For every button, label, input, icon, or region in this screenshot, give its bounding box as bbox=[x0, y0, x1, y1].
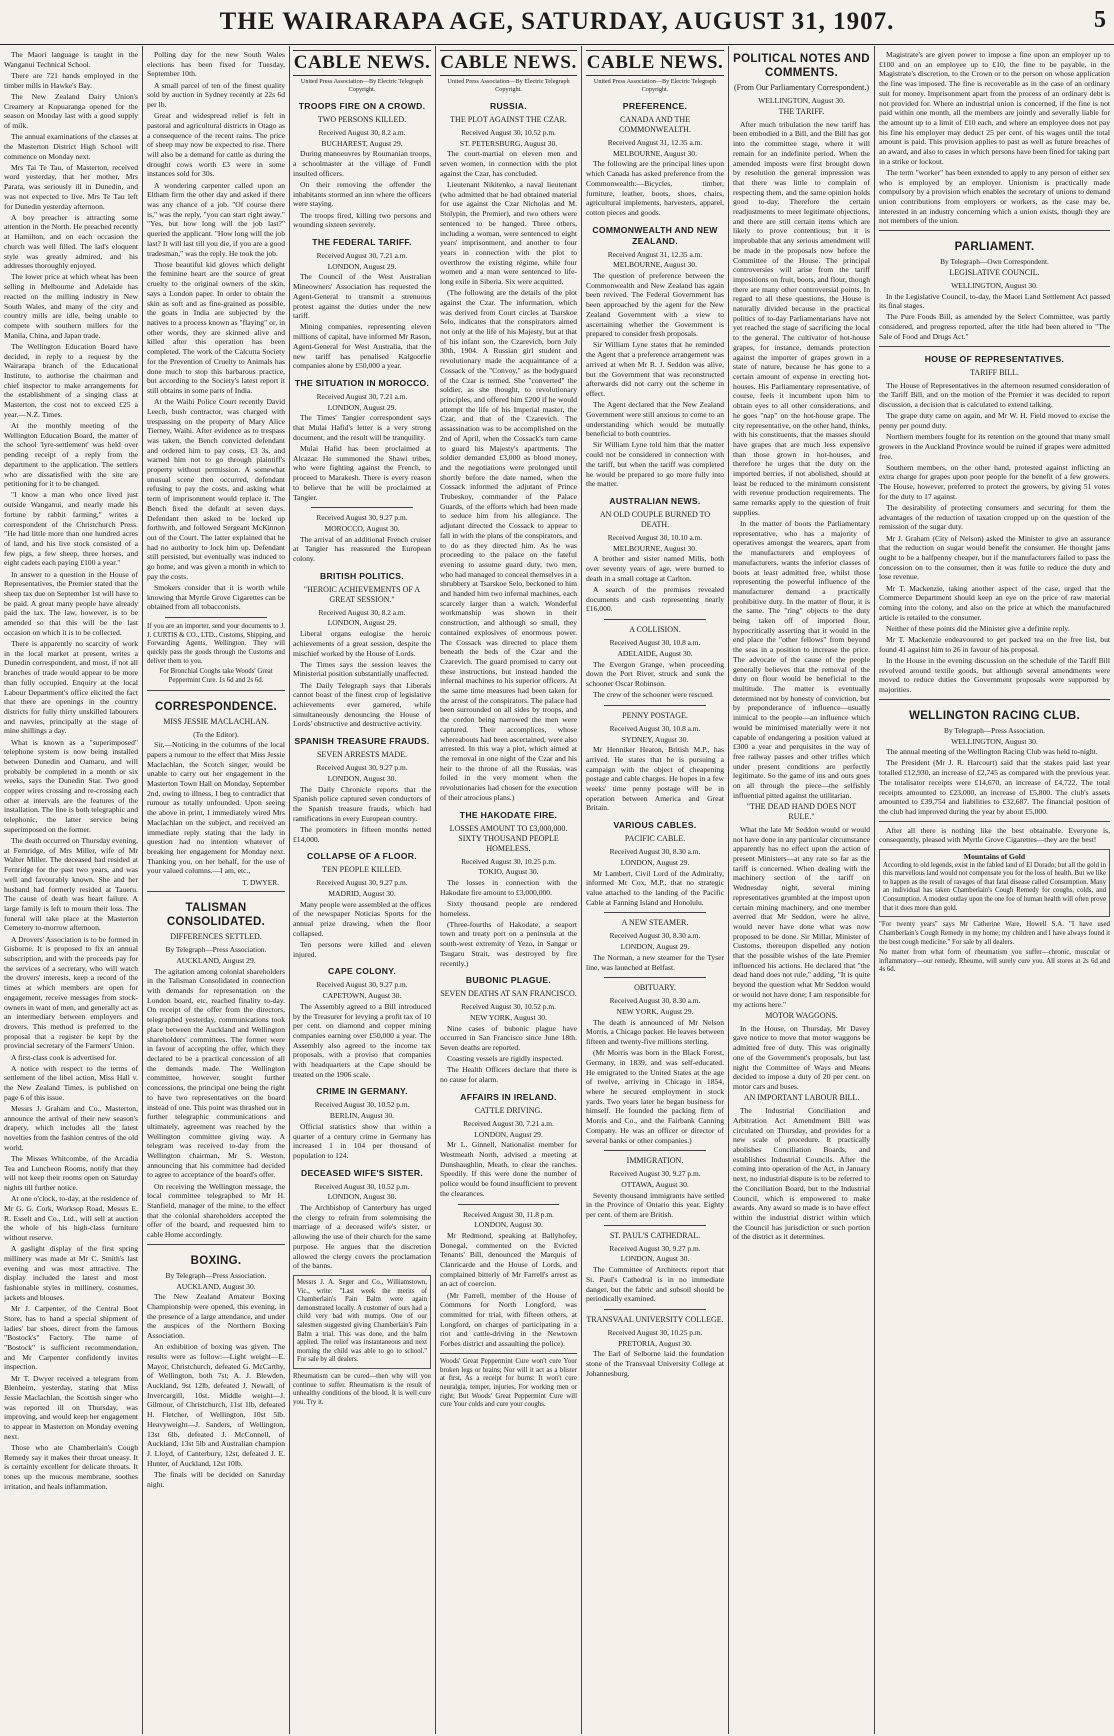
cough-testimonial: "For twenty years" says Mr Catherine Ware, Howell S.A. "I have used Chamberlain's Cough Remedy in my home; my children and I have always found it the best cough medicine." For sale by all dealers. bbox=[879, 921, 1110, 946]
story-subheading: PACIFIC CABLE. bbox=[624, 834, 686, 844]
cable-news-title: CABLE NEWS. bbox=[293, 50, 431, 76]
divider bbox=[879, 821, 1110, 822]
divider bbox=[311, 507, 413, 508]
received-time: Received August 31, 12.35 a.m. bbox=[607, 249, 703, 259]
story-heading: CAPE COLONY. bbox=[327, 966, 397, 977]
divider bbox=[604, 912, 706, 913]
story-subheading: IMMIGRATION. bbox=[626, 1156, 684, 1166]
paragraph: The death occurred on Thursday evening, at Fernridge, of Mrs Miller, wife of Mr Walter Miller. The deceased had resided at Fernridge for the past two years, and was well and favourably known. She and her husband had formerly resided at Taueru. The cause of death was heart failure. A large family is left to mourn their loss. The funeral will take place at the Masterton Cemetery to-morrow afternoon. bbox=[4, 836, 138, 933]
divider bbox=[458, 1204, 559, 1205]
received-time: Received August 30, 11.8 p.m. bbox=[463, 1209, 554, 1219]
story-dateline: TOKIO, August 30. bbox=[478, 867, 539, 877]
paragraph: (The following are the details of the plot against the Czar. The information, which was derived from Court circles at Tsarskoe Selo, indicates that the conspirators aimed not only at the life of his Majesty, but at that of his infant son, the Czarevich, born July 30th, 1904. A Russian girl student and revolutionary made the acquaintance of a Cossack of the "Convoy," as the bodyguard of the Czar is termed. She "converted" the soldier, as she thought, to revolutionary principles, and offered him £200 if he would attempt the life of his Imperial master, the Czar, and that of the Czarevich. The assassination was to be accomplished on the 2nd of April, when the Cossack's turn came to guard his Majesty's apartments. The soldier demanded £3,000 as blood money, and the negotiations were prolonged until shortly before the date named, when the Cossack informed the adjutant of Prince Trubeskoy, commander of the Palace Guards, of the efforts which had been made to seduce him from his allegiance. The adjutant directed the Cossack to appear to fall in with the plans of the conspirators, and to do as they directed him. As he was proceeding to the palace on the fateful evening to assume guard duty, two men, who had managed to conceal themselves in a shrubbery at Tsarskoe Selo, beckoned to him and handed him two infernal machines, each scarcely larger than a watch. Wonderful workmanship was shown in their construction, and although so small, they contained explosives of enormous power. The Cossack was directed to place them beneath the beds of the Czar and the Czarevich. The guard promised to carry out these instructions, but instead handed the infernal machines to his superior officers. At the same time measures had been taken for the arrest of the conspirators. The palace had been surrounded on all sides by troops, and the cordon being narrowed the men were captured. Their accomplices, whose whereabouts had been ascertained, were also arrested. In this way a plot, which aimed at the removal in one night of the Czar and his heir to the throne of all the Russias, was foiled in the very moment when the revolutionaries had chosen for the execution of their atrocious plans.) bbox=[440, 288, 577, 802]
received-time: Received August 30, 8.30 a.m. bbox=[609, 931, 701, 941]
story-dateline: LONDON, August 30. bbox=[620, 1254, 690, 1264]
story-heading: THE FEDERAL TARIFF. bbox=[312, 237, 412, 248]
dead-hand-body bbox=[733, 825, 870, 1009]
paragraph: Mr T. Dwyer received a telegram from Blenheim, yesterday, stating that Miss Jessie Maclachlan, the Scottish singer who was reported ill on Thursday, was improving, and would keep her engagement to appear in Masterton on Monday evening next. bbox=[4, 1373, 138, 1441]
story-heading: COMMONWEALTH AND NEW ZEALAND. bbox=[592, 224, 718, 246]
paragraph: There are 721 hands employed in the timber mills in Hawke's Bay. bbox=[4, 70, 138, 90]
paragraph: The arrival of an additional French cruiser at Tangier has reassured the European colony. bbox=[293, 534, 431, 564]
story-dateline: MELBOURNE, August 30. bbox=[613, 148, 697, 158]
column-2 bbox=[147, 50, 285, 1734]
paragraph: Mulai Hafid has been proclaimed at Alcazar. He summoned the Shawi tribes, who were fighting against the French, to proceed to Marakesh. There is every reason to believe that he will be proclaimed at Tangier. bbox=[293, 443, 431, 502]
correspondence-subheading: MISS JESSIE MACLACHLAN. bbox=[163, 716, 269, 726]
story-subheading: TEN PEOPLE KILLED. bbox=[322, 865, 402, 875]
paragraph: Messrs J. Graham and Co., Masterton, announce the arrival of their new season's drapery, which includes all the latest novelties from the fashion centres of the old world. bbox=[4, 1104, 138, 1152]
story-dateline: MOROCCO, August 30. bbox=[324, 523, 400, 533]
signature: T. DWYER. bbox=[242, 877, 279, 887]
dead-hand-subheading: "THE DEAD HAND DOES NOT RULE." bbox=[746, 801, 857, 821]
paragraph: The Norman, a new steamer for the Tyser line, was launched at Belfast. bbox=[586, 952, 724, 972]
story-heading: COLLAPSE OF A FLOOR. bbox=[307, 851, 417, 862]
story-dateline: BUCHAREST, August 29. bbox=[321, 138, 403, 148]
story-heading: THE SITUATION IN MOROCCO. bbox=[294, 377, 430, 388]
received-time: Received August 31, 12.35 a.m. bbox=[607, 138, 703, 147]
paragraph: Southern members, on the other hand, protested against inflicting an extra charge for grapes upon poor people for the benefit of a few growers. The House, however, preferred to protect the growers, by giving 51 votes for the duty to 17 against. bbox=[879, 462, 1110, 501]
paragraph: The following are the principal lines upon which Canada has asked preference from the Commonwealth:—Bicycles, timber, furniture, leather, boots, shoes, chairs, agricultural implements, harvesters, apparel, cotton pieces and goods. bbox=[586, 159, 724, 217]
paragraph: The Daily Telegraph says that Liberals cannot boast of the finest crop of legislative achievements ever garnered, while simultaneously denouncing the House of Lords' obstructive and destructive activity. bbox=[293, 680, 431, 729]
cable-news-title: CABLE NEWS. bbox=[586, 50, 724, 76]
cable-news-credit: United Press Association—By Electric Telegraph Copyright. bbox=[300, 78, 424, 93]
page-number: 5 bbox=[1094, 7, 1106, 33]
peppermint-verse: Woods' Great Peppermint Cure won't cure Your broken legs or brains; Nor will it act as a blister at first, As a receipt for burns: It won't cure neuralgia, temper, injuries, For working men or right; But Woods' Great Peppermint Cure will cure Your colds and cure your coughs. bbox=[440, 1357, 577, 1409]
paragraph: A first-class cook is advertised for. bbox=[11, 1052, 117, 1062]
story-dateline: ST. PETERSBURG, August 30. bbox=[459, 138, 558, 148]
paragraph: The Agent declared that the New Zealand Government were still anxious to come to an understanding which would be mutually beneficial to both countries. bbox=[586, 400, 724, 439]
paragraph: The crew of the schooner were rescued. bbox=[593, 690, 714, 700]
paragraph: A boy preacher is attracting some attention in the North. He preached recently at Hamilton, and on each occasion the church was well filled. The lad's eloquent style was greatly admired, and his addresses thoroughly enjoyed. bbox=[4, 212, 138, 271]
boxing-dateline: AUCKLAND, August 30. bbox=[176, 1281, 256, 1291]
paragraph: (Three-fourths of Hakodate, a seaport town and treaty port on a peninsula at the south-west extremity of Yezo, in Sangar or Tsugaru Strait, was destroyed by fire recently.) bbox=[440, 919, 577, 968]
paragraph: During manoeuvres by Roumanian troops, a schoolmaster at the village of Fundl insulted officers. bbox=[293, 149, 431, 178]
story-heading: BRITISH POLITICS. bbox=[320, 570, 404, 581]
received-time: Received August 30, 10.25 p.m. bbox=[607, 1327, 703, 1337]
parliament-heading: PARLIAMENT. bbox=[954, 241, 1035, 254]
story-subheading: AN OLD COUPLE BURNED TO DEATH. bbox=[599, 510, 711, 529]
received-time: Received August 30, 10.52 p.m. bbox=[461, 128, 556, 137]
column-rule bbox=[874, 46, 875, 1734]
paragraph: Mrs Tai Te Tau, of Masterton, received word yesterday, that her mother, Mrs Parata, was seriously ill in Dunedin, and was not expected to live. Mrs Te Tau left for Dunedin yesterday afternoon. bbox=[4, 162, 138, 211]
local-news-continued bbox=[147, 50, 285, 612]
paragraph: Sir,—Noticing in the columns of the local papers a rumour to the effect that Miss Jessie Maclachlan, the Scotch singer, would be unable to carry out her engagement in the Masterton Town Hall on Monday, September 2nd, owing to illness, I beg to contradict that rumour as totally unfounded. Upon seeing the above in print, I immediately wired Mrs Maclachlan on the subject, and received an immediate reply stating that the lady in question had no intention whatever of breaking her engagement for Monday next. Thanking you, on her behalf, for the use of your valued columns.—I am, etc., bbox=[147, 740, 285, 876]
story-heading: TROOPS FIRE ON A CROWD. bbox=[298, 101, 426, 111]
story-subheading: A NEW STEAMER. bbox=[621, 918, 689, 928]
story-heading: CRIME IN GERMANY. bbox=[316, 1086, 408, 1097]
divider bbox=[879, 699, 1110, 700]
paragraph: Lieutenant Nikitenko, a naval lieutenant (who admitted that he had obtained material for use against the Czar Nicholas and M. Stolypin, the Premier), and two others were sentenced to be hanged. Three others, including a woman, were sentenced to eight years' imprisonment, and another to four years in connection with the plot to overthrow the existing régime, while four women and a man were sentenced to life-long exile in Siberia. Six were acquitted. bbox=[440, 180, 577, 287]
racing-body bbox=[879, 747, 1110, 816]
received-time: Received August 30, 8.2 a.m. bbox=[318, 128, 406, 137]
story-subheading: THE PLOT AGAINST THE CZAR. bbox=[450, 115, 567, 124]
story-subheading: A COLLISION. bbox=[629, 625, 681, 635]
rheumatism-notice: Rheumatism can be cured—then why will you continue to suffer. Rheumatism is the result of unhealthy conditions of the blood. It is well cure you. Try it. bbox=[293, 1372, 431, 1407]
paragraph: Great and widespread relief is felt in pastoral and agricultural districts in Otago as a consequence of the recent rains. The price of sheep may now be expected to rise. There will also be a demand for cattle as during the drought cows worth £3 were in some instances sold for 30s. bbox=[147, 111, 285, 179]
boxing-body bbox=[147, 1292, 285, 1489]
racing-dateline: WELLINGTON, August 30. bbox=[951, 736, 1038, 746]
paragraph: Smokers consider that it is worth while knowing that Myrtle Grove Cigarettes can be obtained from all tobacconists. bbox=[147, 582, 285, 612]
paragraph: Mr Redmond, speaking at Ballyhofey, Donegal, commented on the Evicted Tenants' Bill, denounced the Marquis of Clanricarde and the House of Lords, and complained bitterly of Mr Farrell's arrest as an act of coercion. bbox=[440, 1230, 577, 1289]
rheumo-notice: No matter from what form of rheumatism you suffer—chronic, muscular or inflammatory—our remedy, Rheumo, will surely cure you. All stores at 2s 6d and 4s 6d. bbox=[879, 948, 1110, 974]
story-heading: DECEASED WIFE'S SISTER. bbox=[300, 1167, 424, 1178]
tariff-subheading: THE TARIFF. bbox=[778, 106, 825, 116]
motor-waggons-subheading: MOTOR WAGGONS. bbox=[765, 1010, 838, 1020]
received-time: Received August 30, 9.27 p.m. bbox=[609, 1169, 701, 1179]
ad-title: Mountains of Gold bbox=[963, 852, 1026, 862]
paragraph: The New Zealand Amateur Boxing Championship were opened, this evening, in the presence of a large attendance, and under the auspices of the Northern Boxing Association. bbox=[147, 1292, 285, 1341]
divider bbox=[879, 230, 1110, 231]
paragraph: The Archbishop of Canterbury has urged the clergy to refrain from solemnising the marriage of a deceased wife's sister, or allowing the use of their church for the same purpose. He argues that the discretion allowed the clergy covers the proclamation of the banns. bbox=[293, 1203, 431, 1271]
paragraph: The Health Officers declare that there is no cause for alarm. bbox=[440, 1065, 577, 1085]
paragraph: Polling day for the new South Wales elections has been fixed for Tuesday, September 10th. bbox=[147, 50, 285, 79]
political-notes-dateline: WELLINGTON, August 30. bbox=[758, 96, 845, 105]
paragraph: The annual meeting of the Wellington Racing Club was held to-night. bbox=[886, 747, 1098, 757]
correspondence-body bbox=[147, 740, 285, 876]
story-dateline: LONDON, August 29. bbox=[620, 942, 690, 952]
paragraph: Sir William Lyne states that he reminded the Agent that a preference arrangement was arrived at when Mr R. J. Seddon was alive, but the Government that was reconstructed afterwards did not carry out the scheme in effect. bbox=[586, 340, 724, 398]
cable-stories bbox=[293, 101, 431, 1271]
paragraph: Nine cases of bubonic plague have occurred in San Francisco since June 18th. Seven deaths are reported. bbox=[440, 1023, 577, 1053]
column-rule bbox=[581, 46, 582, 1734]
paragraph: The losses in connection with the Hakodate fire amount to £3,000,000. bbox=[440, 877, 577, 897]
column-cable-news-1 bbox=[293, 50, 431, 1734]
story-heading: RUSSIA. bbox=[490, 101, 527, 111]
paragraph: Mr T. Mackenzie endeavoured to get packed tea on the free list, but found 41 against him to 26 in favour of his proposal. bbox=[879, 635, 1110, 654]
paragraph: The agitation among colonial shareholders in the Talisman Consolidated in connection with demands for representation on the London board, etc, reached finality to-day. On receipt of the offer from the directors, telegraphed yesterday, communications took place between the Auckland and Wellington shareholders' committees. The former were in favour of accepting the offer, which they declared to be a practical concession of all the demands made. The Wellington committee, however, sought further concessions, the principal one being the right to have two representatives on the board instead of one. This point was thrashed out in further telegraphic communications and ultimately, agreement was reached by the Wellington committee giving way. A telegram was received to-day from the Wellington chairman, Mr S. Weston, announcing that his committee had decided to agree to acceptance of the board's offer. bbox=[147, 966, 285, 1180]
story-subheading: PENNY POSTAGE. bbox=[622, 710, 688, 720]
paragraph: The Earl of Selborne laid the foundation stone of the Transvaal University College at Johannesburg. bbox=[586, 1349, 724, 1378]
paragraph: In the matter of boots the Parliamentary representative, who has a majority of operatives amongst the wearers, apart from the manufacturers and employees of manufacturers, wants the inferior classes of boots at least admitted free, whilst those representing the powerful influence of the manufacturer demand a practically prohibitive duty. In the matter of flour, it is the same. The "ring" objects to the duty being taken off of imported flour, hypocritically asserting that it would in the end place the "other fellows" from beyond the seas in a position to increase the price. The advocate of the cause of the people generally believes that the removal of the duty on flour would be beneficial to the multitude. The matter is eventually determined not by honesty of conviction, but by preponderance of influence—usually inimical to the people—an influence which would be minimised materially were it not capable of endangering a position valued at £300 a year and perquisites in the way of free railway passes and other trifles which under present conditions are perfectly legitimate. So the game of ins and outs goes on all through the piece—the selfishly influential pitted against the utilitarian. bbox=[733, 519, 870, 800]
paragraph: A search of the premises revealed documents and cash representing nearly £16,000. bbox=[586, 585, 724, 614]
paragraph: Coasting vessels are rigidly inspected. bbox=[447, 1054, 564, 1064]
cable-stories bbox=[586, 101, 724, 1379]
story-dateline: LONDON, August 29. bbox=[327, 261, 397, 271]
paragraph: The Times' Tangier correspondent says that Mulai Hafid's letter is a very strong document, and the result will be tranquility. bbox=[293, 413, 431, 442]
story-subheading: CATTLE DRIVING. bbox=[474, 1105, 543, 1115]
house-heading: HOUSE OF REPRESENTATIVES. bbox=[924, 353, 1065, 364]
paragraph: At the Waihi Police Court recently David Leech, bush contractor, was charged with trespassing on the property of Mary Alice Tierney, Waihi. After evidence as to trespass was taken, the Bench convicted defendant and ordered him to pay costs, £3 3s, and warned him not to go through plaintiff's property without permission. A somewhat unusual scene then occurred, defendant refusing to pay the costs, and asking what term of imprisonment would replace it. The Bench fixed the default at seven days. Defendant then asked to be locked up forthwith, and followed Sergeant McKinnon out of the Court. The latter explained that he had no authority to lock him up. Defendant still persisted, but eventually was induced to go home, and was given a month in which to pay the costs. bbox=[147, 397, 285, 581]
story-dateline: MADRID, August 30. bbox=[328, 888, 396, 898]
received-time: Received August 30, 7.21 a.m. bbox=[316, 391, 408, 401]
received-time: Received August 30, 10.25 p.m. bbox=[461, 856, 556, 866]
story-dateline: LONDON, August 30. bbox=[327, 773, 397, 783]
paragraph: The lower price at which wheat has been selling in Melbourne and Adelaide has reacted on the milling industry in New South Wales, and many of the city and country mills are idle, being unable to compete with southern millers for the Manila, China, and Japan trade. bbox=[4, 272, 138, 340]
paragraph: In the House, on Thursday, Mr Davey gave notice to move that motor waggons be admitted free of duty. This was originally one of the Government's proposals, but last night the Committee of Ways and Means decided to impose a duty of 20 per cent. on motor cars and buses. bbox=[733, 1023, 870, 1091]
received-time: Received August 30, 8.30 a.m. bbox=[609, 847, 701, 857]
boxing-credit: By Telegraph—Press Association. bbox=[165, 1270, 267, 1280]
local-news-paragraphs bbox=[4, 50, 138, 1491]
paragraph: The Misses Whitcombe, of the Arcadia Tea and Luncheon Rooms, notify that they will not keep their rooms open on Saturday nights till further notice. bbox=[4, 1154, 138, 1193]
paragraph: After much tribulation the new tariff has been embodied in a Bill, and the Bill has got into the committee stage, where it will remain for an indefinite period. When the amended imposts were first brought down by resolution the general impression was that there was little to complain of respecting them, and the same opinion holds good to-day. Therefore the certain readjustments to meet legitimate objections, and there are still certain items which are likely to prove contentious; but it is improbable that any serious amendment will be made in the proposals now before the Committee of the House. The principal controversies will arise from the tariff impositions on fruit, boots, and flour, though there are many other controversial points. In regard to all these questions, the House is naturally divided because in the practical politics of to-day Parliamentarians have not yet reached the stage of sacrificing the local to the general. The cultivator of hot-house grapes, for instance, demands protection against the importer of grapes grown in a state of nature, because he has gone to a certain amount of expense in erecting hot-houses. His Parliamentary representative, of course, feels it incumbent upon him to obtain eyes to all other considerations, and he goes "nap" on the hot-house grape. The city representative, on the other hand, thinks, with his constituents, that the masses should have grapes that are much less expensive than those grown in hot-houses, and therefore he urges that the duty on the imported berries, if not abolished, should at least be reduced to the minimum consistent with revenue production requirements. The same remarks apply to the question of fruit supplies. bbox=[733, 119, 870, 517]
story-heading: PREFERENCE. bbox=[622, 101, 688, 111]
divider bbox=[165, 617, 267, 618]
paragraph: The Wellington Education Board have decided, in reply to a request by the Wairarapa branch of the Educational Institute, to authorise the chairman and chief inspector to make arrangements for the establishment of a singing class at Masterton, the cost not to exceed £25 a year.—N.Z. Times. bbox=[4, 341, 138, 419]
paragraph: "I know a man who once lived just outside Wanganui, and nearly made his fortune by rabbit farming," writes a correspondent of the Christchurch Press. "He had little more than one hundred acres of land, and his live stock consisted of a few pigs, a few sheep, three horses, and eight cadets each paying £100 a year." bbox=[4, 490, 138, 568]
paragraph: What the late Mr Seddon would or would not have done in any particular circumstance apparently has no effect upon the action of present Ministers—at any rate so far as the tariff is concerned. When dealing with the machinery section of the tariff on Wednesday night, several mining representatives grumbled at the impost upon certain mining machinery, and one member averred that Mr Seddon, were he alive, would never have done what was now proposed to be done. Sir Millar, Minister of Customs, thereupon dispelled any notion that the possible wishes of the late Premier influenced his actions. He declared that "the dead hand does not rule," adding, "It is quite beyond the question what Mr Seddon would or would not have done; I am responsible for my actions here." bbox=[733, 824, 870, 1009]
paragraph: After all there is nothing like the best obtainable. Everyone is, consequently, pleased with Myrtle Grove Cigarettes—they are the best! bbox=[879, 825, 1110, 845]
paragraph: A Drovers' Association is to be formed in Gisborne. It is proposed to fix an annual subscription, and with the proceeds pay for the services of a secretary, who will watch the drovers' interests, keep a record of the times at which members are open for engagement, receive messages from stock-owners in want of men, and generally act as an intermediary between employers and drovers. This method is preferred to the proposal that a register be kept by the provincial secretary of the Farmers' Union. bbox=[4, 934, 138, 1051]
story-heading: BUBONIC PLAGUE. bbox=[465, 975, 552, 986]
paragraph: The Committee of Architects report that St. Paul's Cathedral is in no immediate danger, but the fabric and subsoil should be periodically examined. bbox=[586, 1265, 724, 1304]
received-time: Received August 30, 10.52 p.m. bbox=[314, 1100, 410, 1110]
paragraph: Many people were assembled at the offices of the newspaper Noticias Sports for the annual prize drawing, when the floor collapsed. bbox=[293, 899, 431, 938]
paragraph: The court-martial on eleven men and seven women, in connection with the plot against the Czar, has concluded. bbox=[440, 149, 577, 178]
story-heading: SPANISH TREASURE FRAUDS. bbox=[294, 736, 430, 747]
paragraph: The Council of the West Australian Mineowners' Association has requested the Agent-General to transmit a strenuous protest against the duties under the new tariff. bbox=[293, 272, 431, 321]
paragraph: A wondering carpenter called upon an Eltham firm the other day and asked if there was any chance of a job. "Of course there is," was the reply, "you can start right away." "Yes, but how long will the job last?" queried the applicant. "How long will the job last? It will last till you die, if you are a good tradesman," was the reply. He took the job. bbox=[147, 180, 285, 258]
masthead-title: THE WAIRARAPA AGE, SATURDAY, AUGUST 31, 1907. bbox=[219, 8, 895, 35]
tariff-bill-sub: TARIFF BILL. bbox=[970, 367, 1019, 377]
story-dateline: LONDON, August 30. bbox=[474, 1220, 543, 1230]
paragraph: Those beautiful kid gloves which delight the feminine heart are the source of great cruelty to the original owners of the skin, says a London paper. In order to obtain the skin as soft and as fine-grained as possible, the goats in India are subjected by the natives to a process known as "flaying" or, in other words, they are skinned alive and killed after this operation has been completed. The work of the Calcutta Society for the Prevention of Cruelty to Animals has done much to stop this barbarous practice, but according to the Society's latest report it still obtains in some parts of India. bbox=[147, 259, 285, 395]
story-dateline: NEW YORK, August 29. bbox=[616, 1006, 694, 1016]
paragraph: The promoters in fifteen months netted £14,000. bbox=[293, 824, 431, 844]
column-cable-news-3 bbox=[586, 50, 724, 1734]
story-dateline: ADELAIDE, August 30. bbox=[617, 648, 693, 658]
paragraph: The finals will be decided on Saturday night. bbox=[147, 1469, 285, 1489]
paragraph: The annual examinations of the classes at the Masterton District High School will commence on Monday next. bbox=[4, 132, 138, 161]
story-dateline: NEW YORK, August 30. bbox=[470, 1012, 547, 1022]
story-dateline: LONDON, August 29. bbox=[474, 1129, 543, 1139]
paragraph: Mr J. Graham (City of Nelson) asked the Minister to give an assurance that the reduction on sugar would benefit the consumer. He thought jams ought to be a halfpenny cheaper, but if the manufacturers failed to pass the concession on to the consumer, then it was futile to reduce the duty and lose revenue. bbox=[879, 533, 1110, 582]
talisman-heading: TALISMAN CONSOLIDATED. bbox=[166, 902, 266, 929]
cable-news-credit: United Press Association—By Electric Telegraph Copyright. bbox=[447, 78, 570, 93]
paragraph: Liberal organs eulogise the heroic achievements of a great session, despite the mischief worked by the House of Lords. bbox=[293, 629, 431, 658]
paragraph: Seventy thousand immigrants have settled in the Province of Ontario this year. Eighty per cent. of them are British. bbox=[586, 1190, 724, 1220]
column-rule bbox=[728, 46, 729, 1734]
political-notes-heading: POLITICAL NOTES AND COMMENTS. bbox=[733, 53, 870, 79]
received-time: Received August 30, 10.8 a.m. bbox=[609, 638, 701, 648]
paragraph: Mr Lambert, Civil Lord of the Admiralty, informed Mr Cox, M.P., that no strategic value attached to the landing of the Pacific Cable at Fanning Island and Honolulu. bbox=[586, 868, 724, 907]
paragraph: At the monthly meeting of the Wellington Education Board, the matter of the school 'lyre-settlement' was held over pending receipt of a reply from the department to the application. The settlers who are dissatisfied with the site are petitioning for it to be changed. bbox=[4, 421, 138, 489]
divider bbox=[879, 346, 1110, 347]
paragraph: Official statistics show that within a quarter of a century crime in Germany has increased 1 in 104 per thousand of population to 124. bbox=[293, 1121, 431, 1160]
received-time: Received August 30, 10.52 p.m. bbox=[461, 1002, 556, 1012]
cable-news-title: CABLE NEWS. bbox=[440, 50, 577, 76]
paragraph: Ten persons were killed and eleven injured. bbox=[293, 940, 431, 959]
parliament-credit: By Telegraph—Own Correspondent. bbox=[940, 257, 1049, 267]
paragraph: In the House in the evening discussion on the schedule of the Tariff Bill revolved around textile goods, but although several amendments were moved to reduce duties the Government proposals were supported by majorities. bbox=[879, 656, 1110, 695]
paragraph: On receiving the Wellington message, the local committee telegraphed to Mr H. Stanfield, manager of the mine, to the effect that the colonial shareholders accepted the offer of the board, and requested him to cable Home accordingly. bbox=[147, 1181, 285, 1240]
paragraph: Mr T. Mackenzie, taking another aspect of the case, urged that the Commerce Department should keep an eye on the price of raw material coming into the colony, and also on the price at which the manufactured article is retailed to the consumer. bbox=[879, 583, 1110, 622]
paragraph: In the Legislative Council, to-day, the Maori Land Settlement Act passed its final stages. bbox=[879, 291, 1110, 311]
racing-club-heading: WELLINGTON RACING CLUB. bbox=[909, 709, 1080, 722]
paragraph: Magistrate's are given power to impose a fine upon an employer up to £100 and on an employee up to £10, the fine to be payable, in the Magistrate's discretion, to the Crown or to the person on whose application the fine was imposed. The fine is recoverable as in the case of an ordinary suit for money. Imprisonment apart from the process of an ordinary debt is not provided for. Where an industrial union is concerned, if the fine is not paid within one month, all the members are jointly and severally liable for the amount up to a limit of £10 each, and where an employee does not pay his fine his employer may deduct 25 per cent. of his wages until the total amount is paid. This provision applies to past as well as future breaches of an award, and also to cases in which persons have been fined for taking part in a strike or lockout. bbox=[879, 50, 1110, 166]
divider bbox=[147, 891, 285, 892]
paragraph: The Industrial Conciliation and Arbitration Act Amendment Bill was circulated on Thursday, and provides for a new scale of procedure. It practically abolishes Conciliation Boards, and establishes Industrial Councils. After the coming into operation of the Act, in January next, no industrial dispute is to be referred to the Conciliation Board, but to the Industrial Council, which is empowered to make awards. Any award so made is to have effect within the industrial district within which the Council has jurisdiction or such portion of the district as it determines. bbox=[733, 1106, 870, 1242]
paragraph: What is known as a "superimposed" telephone system is now being installed between Dunedin and Oamaru, and will probably be completed in a month or six weeks, says the Dunedin Star. Two good copper wires crossing and re-crossing each other at intervals are the features of the installation. The line is both telegraphic and telephonic, the latter service being superimposed on the former. bbox=[4, 737, 138, 834]
story-dateline: MELBOURNE, August 30. bbox=[613, 260, 697, 270]
received-time: Received August 30, 7.21 a.m. bbox=[463, 1118, 554, 1128]
paragraph: The death is announced of Mr Nelson Morris, a Chicago packer. He leaves between fifteen and twenty-five millions sterling. bbox=[586, 1017, 724, 1047]
received-time: Received August 30, 10.8 a.m. bbox=[609, 723, 701, 733]
labour-bill-body bbox=[733, 1106, 870, 1242]
divider bbox=[440, 1353, 577, 1354]
story-dateline: LONDON, August 29. bbox=[327, 618, 397, 628]
paragraph: Mr Henniker Heaton, British M.P., has arrived. He states that he is pursuing a campaign with the object of cheapening postage and cable charges. He hopes in a few weeks' time penny postage will be in operation between America and Great Britain. bbox=[586, 745, 724, 813]
paragraph: An exhibition of boxing was given. The results were as follow:—Light weight—E. Mayor, Christchurch, defeated G. McCarthy, of Wellington, both 7st; A. J. Blewden, Auckland, 9st 12lb, defeated J. Newall, of Invercargill, 10st. Middle weight—J. Gilmour, of Christchurch, 11st 1lb, defeated H. Fletcher, of Wellington, 10st 5lb. Heavyweight—J. Sanders, of Wellington, 13st 6lb, defeated J. McConnell, of Auckland, 13st 5lb and Australian champion J. Lloyd, of Canterbury, 12st, defeated J. E. Hunter, of Auckland, 12st 10lb. bbox=[147, 1342, 285, 1468]
story-subheading: ST. PAUL'S CATHEDRAL. bbox=[609, 1230, 701, 1240]
divider bbox=[604, 705, 706, 706]
story-dateline: LONDON, August 30. bbox=[327, 1192, 397, 1202]
correspondence-heading: CORRESPONDENCE. bbox=[154, 700, 278, 713]
paragraph: The Times says the session leaves the Ministerial position substantially unaffected. bbox=[293, 659, 431, 679]
paragraph: Sir William Lyne told him that the matter could not be considered in connection with the tariff, but when the tariff was completed he would be prepared to go more fully into the matter. bbox=[586, 440, 724, 489]
story-subheading: LOSSES AMOUNT TO £3,000,000. SIXTY THOUSAND PEOPLE HOMELESS. bbox=[449, 823, 568, 853]
column-parliament bbox=[879, 50, 1110, 1734]
ad-text: Messrs J. A. Seger and Co., Williamstown, Vic., write: "Last week the merits of Chamberlain's Pain Balm were again demonstrated locally. A customer of ours had a child very bad with mumps. One of our salesmen suggested giving Chamberlain's Pain Balm a trial. This was done, and the balm applied. The relief was instantaneous and next morning the child was able to go to school." For sale by all dealers. bbox=[297, 1278, 427, 1364]
advertisement bbox=[879, 849, 1110, 917]
paragraph: On their removing the offender the inhabitants stormed an inn where the officers were staying. bbox=[293, 180, 431, 209]
importer-notice: If you are an importer, send your documents to J. J. CURTIS & CO., LTD., Customs, Shipping, and Forwarding Agents, Wellington. They will quickly pass the goods through the Customs and deliver them to you. bbox=[147, 623, 285, 665]
paragraph: Sixty thousand people are rendered homeless. bbox=[440, 898, 577, 918]
received-time: Received August 30, 9.27 p.m. bbox=[316, 763, 408, 773]
paragraph: The Daily Chronicle reports that the Spanish police captured seven conductors of the Spanish treasure frauds, which had ramifications in every European country. bbox=[293, 784, 431, 823]
story-subheading: SEVEN DEATHS AT SAN FRANCISCO. bbox=[440, 989, 577, 999]
column-political-notes bbox=[733, 50, 870, 1734]
paragraph: A small parcel of ten of the finest quality sold by auction in Sydney recently at 22s 6d per lb. bbox=[147, 80, 285, 110]
boxing-heading: BOXING. bbox=[190, 1254, 242, 1267]
story-dateline: SYDNEY, August 30. bbox=[621, 734, 689, 744]
divider bbox=[147, 1244, 285, 1245]
paragraph: The question of preference between the Commonwealth and New Zealand has again been revived. The Federal Government has been approached by the agent for the New Zealand Government with a view to ascertaining whether the Government is prepared to consider fresh proposals. bbox=[586, 271, 724, 339]
divider bbox=[604, 619, 706, 620]
masthead bbox=[0, 0, 1114, 45]
paragraph: The Maori language is taught in the Wanganui Technical School. bbox=[4, 50, 138, 69]
talisman-credit: By Telegraph—Press Association. bbox=[165, 945, 267, 955]
paragraph: Neither of these points did the Minister give a definite reply. bbox=[886, 623, 1070, 633]
talisman-subheading: DIFFERENCES SETTLED. bbox=[170, 932, 262, 942]
received-time: Received August 30, 8.30 a.m. bbox=[609, 996, 701, 1006]
column-cable-news-2 bbox=[440, 50, 577, 1734]
paragraph: Those who ate Chamberlain's Cough Remedy say it makes their throat uneasy. It is certainly excellent for delicate throats. It tones up the mucous membrane, soothes irritation, and heals inflammation. bbox=[4, 1442, 138, 1491]
paragraph: The Assembly agreed to a Bill introduced by the Treasurer for levying a profit tax of 10 per cent. on diamond and copper mining companies earning over £50,000 a year. The Assembly also agreed to the income tax proposals, with a proviso that companies with headquarters at the Cape should be treated on the 1906 scale. bbox=[293, 1001, 431, 1079]
received-time: Received August 30, 9.27 p.m. bbox=[316, 980, 408, 990]
story-dateline: CAPETOWN, August 30. bbox=[322, 991, 402, 1001]
paragraph: Northern members fought for its retention on the ground that many small growers in the Auckland Province would be ruined if grapes were admitted free. bbox=[879, 432, 1110, 461]
story-subheading: CANADA AND THE COMMONWEALTH. bbox=[619, 115, 691, 134]
paragraph: The troops fired, killing two persons and wounding sixteen severely. bbox=[293, 210, 431, 230]
divider bbox=[604, 1309, 706, 1310]
ad-text: According to old legends, exist in the fabled land of El Dorado; but all the gold in this marvellous land would not compensate you for the loss of health. But we like to happen as the result of ravages of that fatal disease called Consumption. Many an individual has taken Chamberlain's Cough Remedy for coughs, colds, and Consumption. A modest outlay upon the one foe of human health will often prove that it does more than gold. bbox=[883, 861, 1106, 912]
received-time: Received August 30, 8.2 a.m. bbox=[318, 607, 406, 617]
column-rule bbox=[435, 46, 436, 1734]
cigarette-notice bbox=[879, 826, 1110, 845]
paragraph: (Mr Farrell, member of the House of Commons for North Longford, was committed for trial, with fifteen others, at Longford, on charges of participating in a riot and cattle-driving in the Newtown Forbes district and assaulting the police). bbox=[440, 1290, 577, 1349]
parliament-dateline: WELLINGTON, August 30. bbox=[951, 280, 1038, 290]
paragraph: The grape duty came on again, and Mr W. H. Field moved to excise the penny per pound duty. bbox=[879, 411, 1110, 430]
story-dateline: MELBOURNE, August 30. bbox=[613, 543, 697, 553]
received-time: Received August 30, 9.27 p.m. bbox=[609, 1243, 701, 1253]
motor-waggons-body bbox=[733, 1024, 870, 1092]
racing-credit: By Telegraph—Press Association. bbox=[944, 725, 1045, 735]
labour-bill-subheading: AN IMPORTANT LABOUR BILL. bbox=[743, 1093, 860, 1103]
story-heading: THE HAKODATE FIRE. bbox=[459, 809, 558, 820]
cable-news-credit: United Press Association—By Electric Telegraph Copyright. bbox=[593, 78, 717, 93]
paragraph: The New Zealand Dairy Union's Creamery at Kopuaranga opened for the season on Monday last with a good supply of milk. bbox=[4, 91, 138, 130]
divider bbox=[604, 977, 706, 978]
to-editor: (To the Editor). bbox=[193, 729, 239, 739]
story-heading: VARIOUS CABLES. bbox=[613, 820, 697, 831]
paragraph: (Mr Morris was born in the Black Forest, Germany, in 1839, and was self-educated. He emigrated to the United States at the age of twelve, arriving in Chicago in 1854, where he secured employment in stock yards. Two years later he began business for himself. He founded the packing firm of Morris and Co., and the Fairbank Canning Company. He was an officer or director of several banks or other companies.) bbox=[586, 1048, 724, 1145]
paragraph: The President (Mr J. R. Harcourt) said that the stakes paid last year totalled £12,930, an increase of £2,745 as compared with the previous year. The totalisator receipts were £14,670, an increase of £4,722. The total receipts amounted to £23,000, an increase of £5,800. The club's assets amounted to £39,754 and liabilities to £32,687. The financial position of the club had improved during the year by about £5,000. bbox=[879, 758, 1110, 816]
column-rule bbox=[289, 46, 290, 1734]
story-dateline: BERLIN, August 30. bbox=[329, 1111, 395, 1121]
divider bbox=[147, 690, 285, 691]
paragraph: A gaslight display of the first spring millinery was made at Mr C. Smith's last evening and was most attractive. The display included the latest and most fashionable styles in millinery, costumes, jackets and blouses. bbox=[4, 1244, 138, 1302]
paragraph: A brother and sister named Mills, both over seventy years of age, were burned to death in a small cottage at Carlton. bbox=[586, 554, 724, 583]
legislative-council-sub: LEGISLATIVE COUNCIL. bbox=[949, 267, 1040, 277]
cough-notice: For Bronchial Coughs take Woods' Great Peppermint Cure. 1s 6d and 2s 6d. bbox=[159, 668, 273, 684]
divider bbox=[604, 1225, 706, 1226]
received-time: Received August 30, 10.52 p.m. bbox=[314, 1181, 410, 1191]
paragraph: At one o'clock, to-day, at the residence of Mr G. G. Cork, Worksop Road, Messrs E. R. Esselt and Co., Ltd., will sell at auction the whole of his high-class furniture without reserve. bbox=[4, 1194, 138, 1243]
received-time: Received August 30, 7.21 a.m. bbox=[316, 251, 408, 261]
story-dateline: PRETORIA, August 30. bbox=[618, 1338, 692, 1348]
story-heading: AUSTRALIAN NEWS. bbox=[609, 496, 701, 506]
labour-bill-continued bbox=[879, 50, 1110, 226]
political-notes-sub: (From Our Parliamentary Correspondent.) bbox=[733, 83, 870, 92]
tariff-body bbox=[733, 120, 870, 801]
cable-stories bbox=[440, 101, 577, 1349]
paragraph: In answer to a question in the House of Representatives, the Premier stated that the sheep tax due on September 1st will have to be paid. A great many people have already paid the tax. The law, however, is to be amended so that this will be the last occasion on which it is to be collected. bbox=[4, 569, 138, 637]
talisman-dateline: AUCKLAND, August 29. bbox=[176, 955, 256, 965]
story-subheading: TRANSVAAL UNIVERSITY COLLEGE. bbox=[586, 1314, 724, 1324]
paragraph: Mr J. Carpenter, of the Central Boot Store, has to hand a special shipment of ladies' bar shoes, direct from the famous "Bostock's" Factory. The name of "Bostock" is sufficient recommendation, and Mr Carpenter confidently invites inspection. bbox=[4, 1304, 138, 1372]
story-dateline: LONDON, August 29. bbox=[620, 857, 690, 867]
paragraph: The desirability of protecting consumers and securing for them the advantages of the reduction of taxation cropped up on the question of the remission of the sugar duty. bbox=[879, 503, 1110, 532]
received-time: Received August 30, 9.27 p.m. bbox=[316, 513, 408, 523]
paragraph: There is apparently no scarcity of work in the local market at present, writes a Dunedin correspondent, and most, if not all branches of trade would appear to be more than fully occupied. Enquiry at the local Labour Department's office elicited the fact that there are openings in the country districts for fully thirty unskilled labourers and navvies, principally at the stage of mine shillings a day. bbox=[4, 638, 138, 736]
story-dateline: LONDON, August 29. bbox=[327, 402, 397, 412]
paragraph: A notice with respect to the terms of settlement of the libel action, Miss Hall v. the New Zealand Times, is published on page 6 of this issue. bbox=[4, 1063, 138, 1102]
paragraph: The Evergon Grange, when proceeding down the Port River, struck and sunk the schooner Oscar Robinson. bbox=[586, 659, 724, 688]
parliament-body bbox=[879, 292, 1110, 342]
story-dateline: OTTAWA, August 30. bbox=[621, 1179, 689, 1189]
column-rule bbox=[142, 46, 143, 1734]
story-subheading: OBITUARY. bbox=[634, 983, 676, 993]
paragraph: Mr L. Ginnell, Nationalist member for Westmeath North, advised a meeting at Dunshaughlin, Meath, to clear the ranches. Speedily. If this were done the number of police would be found insufficient to prevent the clearances. bbox=[440, 1140, 577, 1198]
column-local-news bbox=[4, 50, 138, 1734]
paragraph: The House of Representatives in the afternoon resumed consideration of the Tariff Bill, and on the motion of the Premier it was decided to report discussion, a decision that is calculated to extend talking. bbox=[879, 380, 1110, 409]
story-subheading: TWO PERSONS KILLED. bbox=[317, 115, 407, 124]
house-body bbox=[879, 381, 1110, 695]
talisman-body bbox=[147, 967, 285, 1240]
paragraph: The term "worker" has been extended to apply to any person of either sex who is employed by an employer. Unionism is practically made compulsory by a provision which enables the secretary of unions to demand union contributions from employers or workers, as the case may be, interested in an industry concerning which a union exists, though they are not members of the union. bbox=[879, 167, 1110, 226]
received-time: Received August 30, 10.10 a.m. bbox=[607, 533, 703, 542]
received-time: Received August 30, 9.27 p.m. bbox=[316, 878, 408, 888]
paragraph: The Pure Foods Bill, as amended by the Select Committee, was partly considered, and progress reported, after the title had been altered to "The Sale of Food and Drugs Act." bbox=[879, 312, 1110, 341]
divider bbox=[604, 1150, 706, 1151]
story-heading: AFFAIRS IN IRELAND. bbox=[460, 1091, 557, 1102]
story-subheading: "HEROIC ACHIEVEMENTS OF A GREAT SESSION." bbox=[303, 584, 421, 604]
story-subheading: SEVEN ARRESTS MADE. bbox=[316, 750, 407, 760]
paragraph: Mining companies, representing eleven millions of capital, have informed Mr Rason, Agent-General for West Australia, that the new tariff has penalised Kalgoorlie companies alone by £50,000 a year. bbox=[293, 322, 431, 371]
advertisement bbox=[293, 1275, 431, 1369]
